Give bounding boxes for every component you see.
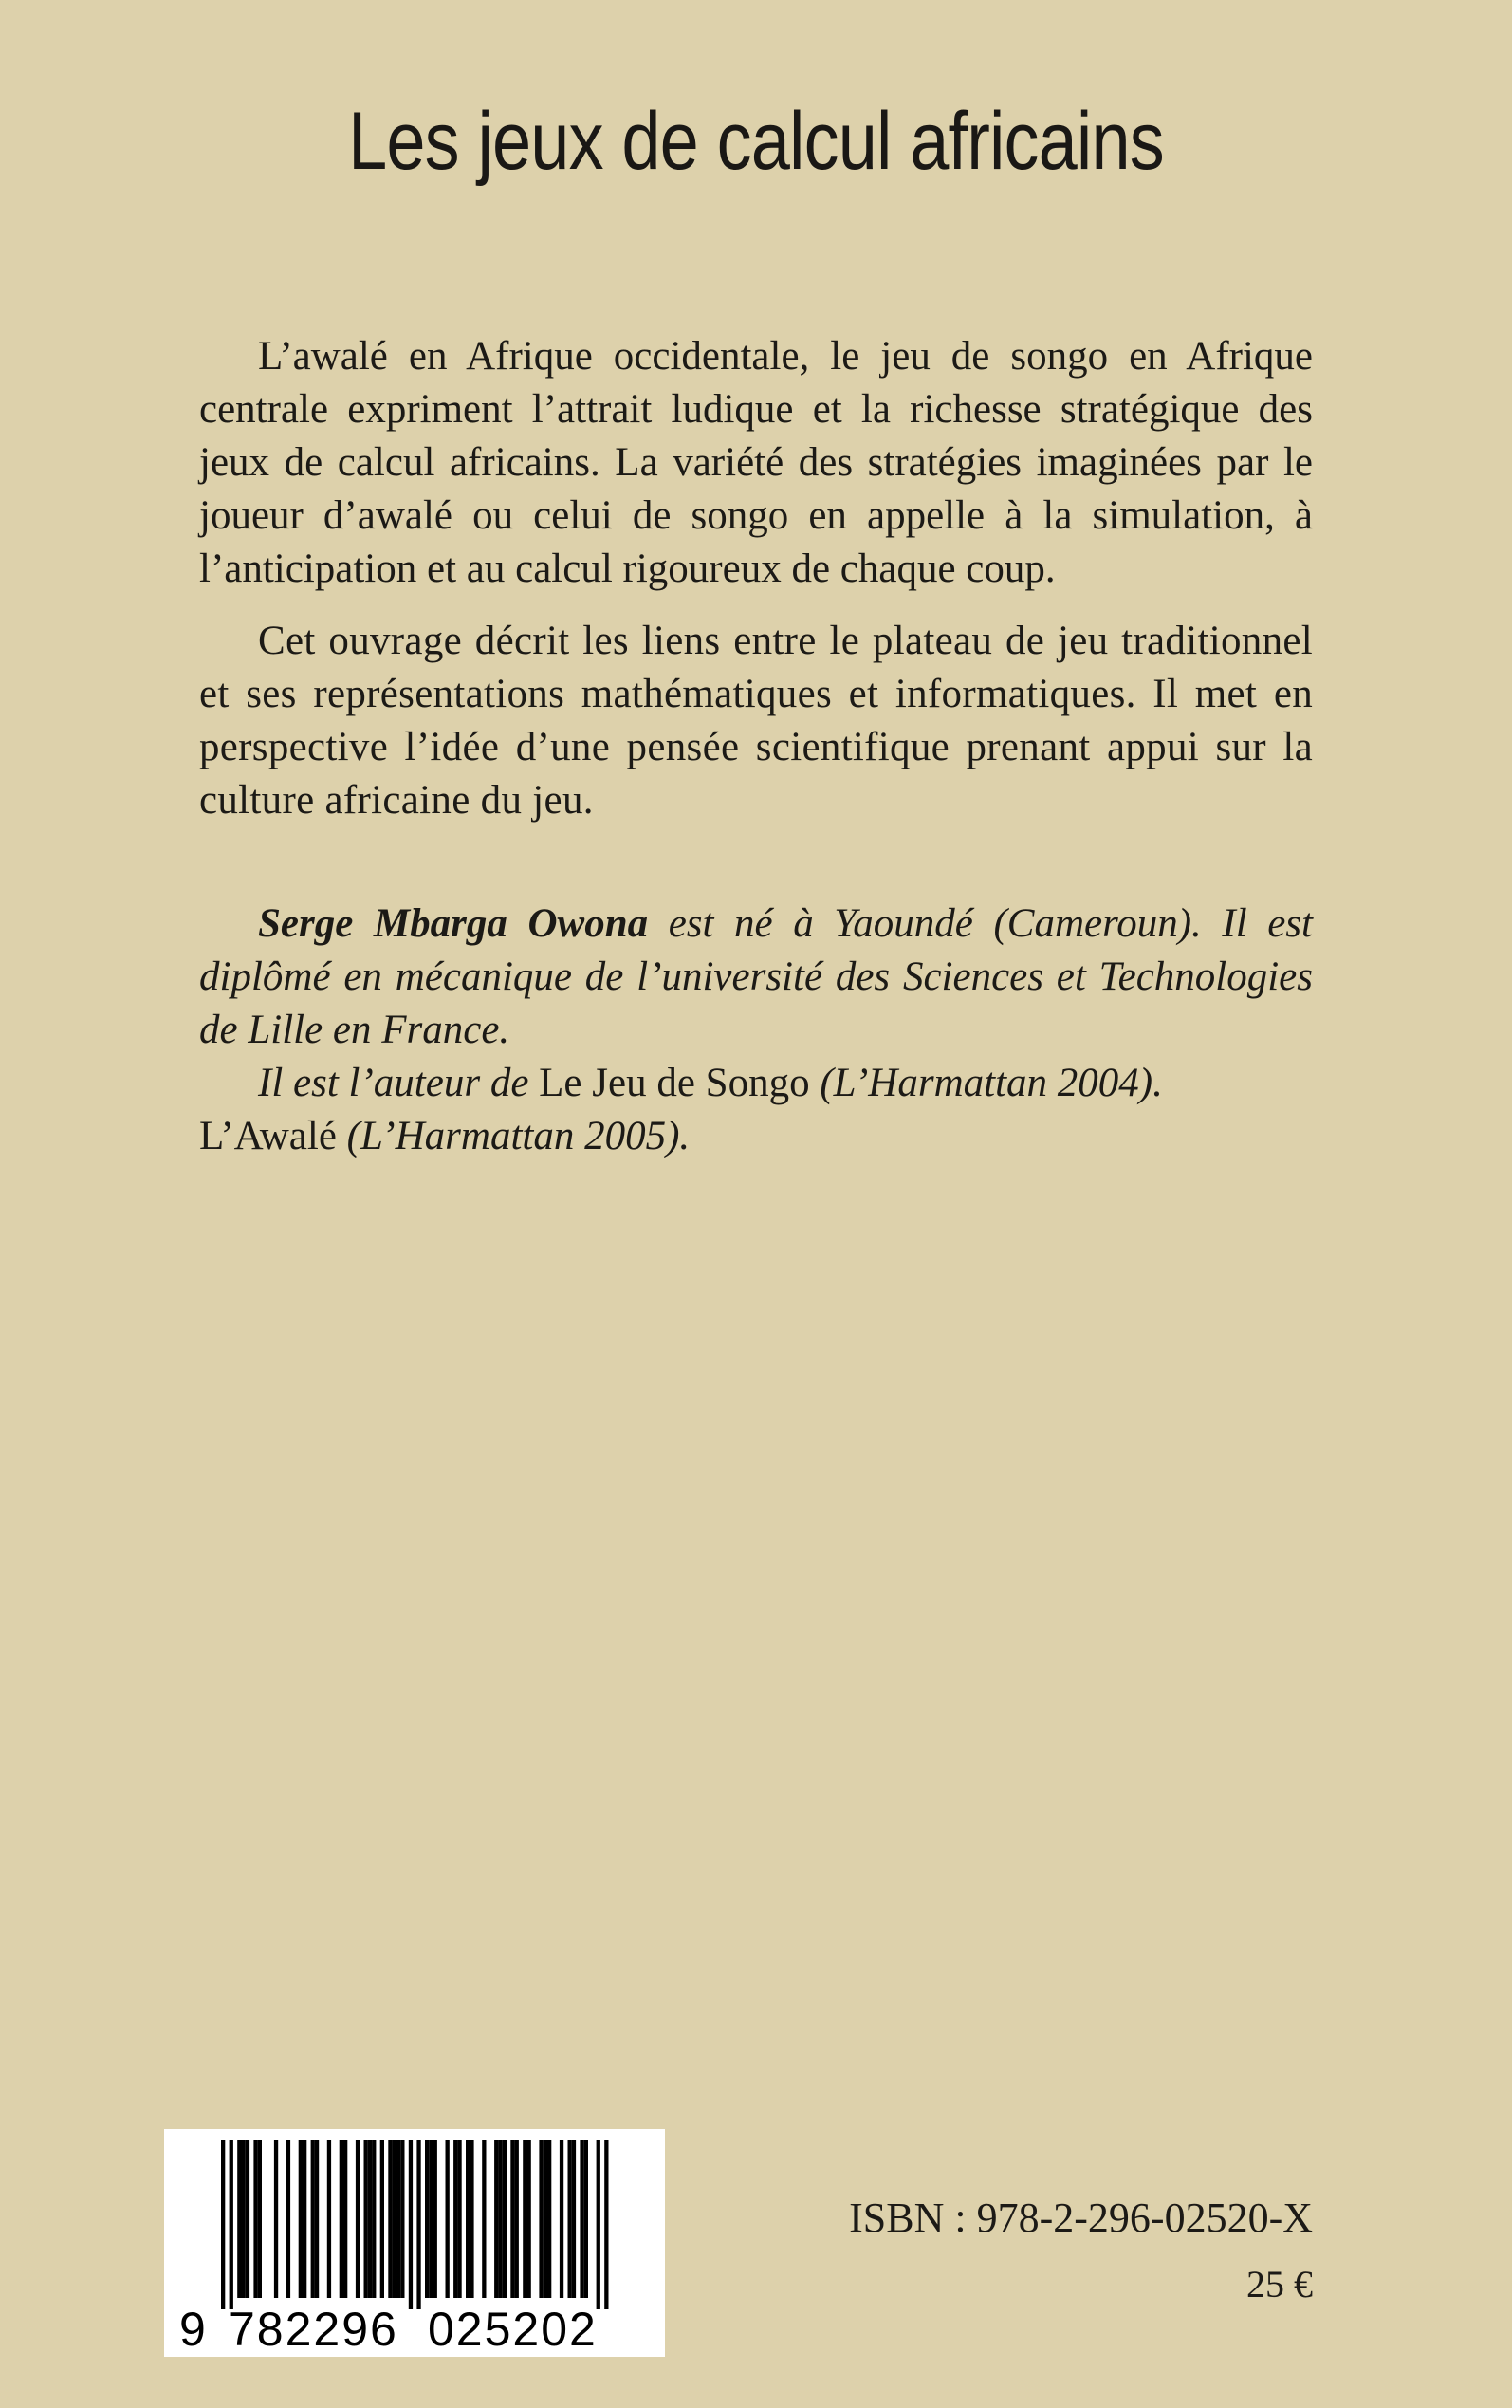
barcode-bar [560,2140,563,2298]
isbn-label: ISBN : 978-2-296-02520-X [849,2195,1313,2241]
barcode-bar [327,2140,331,2298]
barcode-bar [303,2140,306,2298]
bio-line-3 [199,1110,1313,1163]
barcode-bar [584,2140,588,2298]
barcode-digits-right: 025202 [428,2303,598,2356]
barcode-bar [510,2140,514,2298]
bio-line-2 [199,1057,1313,1110]
barcode-bar [539,2140,543,2298]
author-bio [199,898,1313,1163]
barcode-bar [523,2140,526,2298]
barcode-bar [393,2140,396,2298]
barcode-bars [221,2140,609,2309]
barcode-bar [503,2140,507,2298]
barcode-bar [494,2140,498,2298]
book-title: Les jeux de calcul africains [348,96,1164,187]
barcode-bar [315,2140,319,2298]
description-paragraph-2 [199,615,1313,827]
barcode-bar [568,2140,572,2298]
barcode-bar [470,2140,473,2298]
barcode-bar [286,2140,290,2298]
barcode-image [164,2129,665,2357]
barcode-digits-left: 782296 [229,2303,398,2356]
barcode-bar [396,2140,400,2298]
barcode-bar [221,2140,225,2309]
barcode-bar [380,2140,384,2298]
barcode-bar [433,2140,437,2298]
barcode-bar [425,2140,429,2298]
barcode-bar [237,2140,241,2298]
barcode-bar [498,2140,502,2298]
book1-publisher: (L’Harmattan 2004). [809,1061,1163,1105]
barcode-bar [547,2140,551,2298]
barcode-bar [457,2140,461,2298]
barcode-bar [409,2140,413,2309]
barcode-bar [343,2140,347,2298]
barcode-bar [311,2140,315,2298]
barcode-bar [597,2140,600,2309]
barcode-bar [400,2140,404,2298]
book2-publisher: (L’Harmattan 2005). [336,1114,691,1158]
barcode-bar [429,2140,433,2298]
barcode-bar [368,2140,372,2298]
barcode-bar [580,2140,583,2298]
barcode-bar [527,2140,531,2298]
barcode-bar [242,2140,246,2298]
book2-title: L’Awalé [199,1114,337,1158]
barcode-bar [453,2140,457,2298]
barcode-bar [482,2140,486,2298]
barcode-bar [253,2140,257,2298]
price-label: 25 € [1246,2263,1313,2306]
barcode-bar [466,2140,470,2298]
barcode-bar [356,2140,360,2298]
barcode-bar [604,2140,608,2309]
book1-title: Le Jeu de Songo [539,1061,810,1105]
author-of-prefix: Il est l’auteur de [258,1061,540,1105]
paragraph-2-text: Cet ouvrage décrit les liens entre le plateau de jeu traditionnel et ses représentations mathématiques et informatiques. Il met en perspective l’idée d’une pensée scientifique prenant appui sur la culture africaine du jeu. [199,619,1313,823]
barcode-bar [299,2140,303,2298]
barcode-bar [515,2140,519,2298]
barcode-digits-lead: 9 [179,2303,206,2356]
author-name: Serge Mbarga Owona [258,901,649,946]
barcode-bar [364,2140,368,2298]
barcode [164,2129,665,2357]
bio-description: est né à Yaoundé (Cameroun). Il est diplômé en mécanique de l’université des Sciences et Technologies de Lille en France. [199,901,1313,1052]
bio-line-1 [199,898,1313,1057]
barcode-bar [258,2140,262,2298]
barcode-bar [230,2140,233,2309]
barcode-bar [544,2140,547,2298]
barcode-bar [388,2140,392,2298]
barcode-bar [572,2140,576,2298]
paragraph-1-text: L’awalé en Afrique occidentale, le jeu de songo en Afrique centrale expriment l’attrait ludique et la richesse stratégique des jeux de calcul africains. La variété des stratégies imaginées par le joueur d’awalé ou celui de songo en appelle à la simulation, à l’anticipation et au calcul rigoureux de chaque coup. [199,334,1313,591]
description-paragraph-1 [199,330,1313,596]
barcode-bar [446,2140,450,2298]
barcode-bar [416,2140,420,2309]
barcode-bar [246,2140,249,2298]
barcode-bar [372,2140,376,2298]
barcode-bar [340,2140,343,2298]
barcode-bar [274,2140,278,2298]
